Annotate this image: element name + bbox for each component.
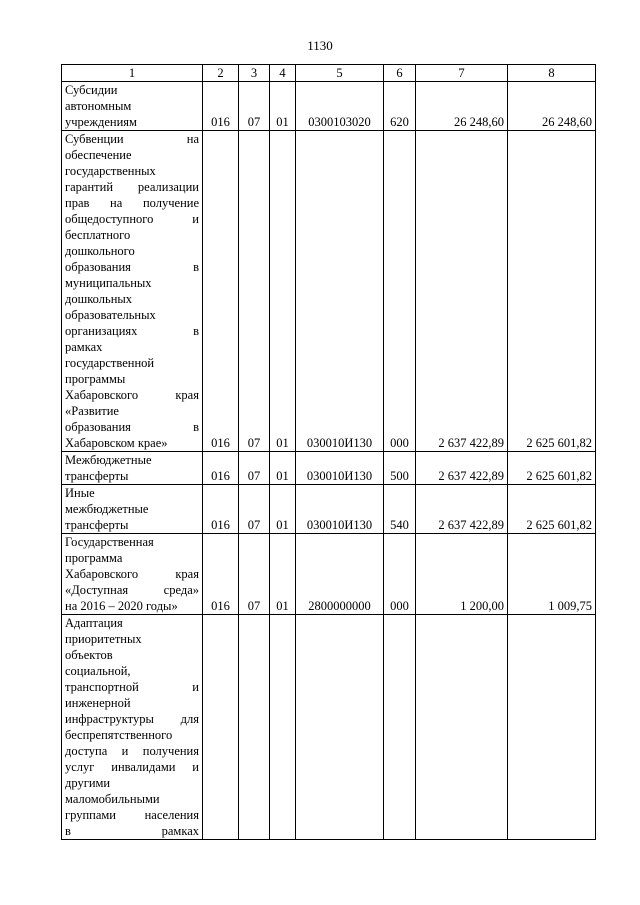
row-name-line: Адаптация bbox=[65, 616, 123, 630]
table-row bbox=[62, 485, 596, 534]
plan-amount-cell: 2 637 422,89 bbox=[416, 485, 508, 534]
expense-type-cell: 000 bbox=[384, 534, 416, 615]
row-name-line: транспортной и bbox=[65, 680, 199, 694]
ministry-code-cell: 016 bbox=[203, 452, 239, 485]
section-code-cell: 07 bbox=[239, 485, 270, 534]
header-cell: 6 bbox=[384, 65, 416, 82]
row-name-line: «Развитие bbox=[65, 404, 119, 418]
target-article-cell: 2800000000 bbox=[296, 534, 384, 615]
table-row bbox=[62, 131, 596, 452]
expense-type-cell: 500 bbox=[384, 452, 416, 485]
row-name-line: услуг инвалидами и bbox=[65, 760, 199, 774]
row-name-line: автономным bbox=[65, 99, 132, 113]
expense-type-cell: 540 bbox=[384, 485, 416, 534]
row-name-line: маломобильными bbox=[65, 792, 160, 806]
subsection-code-cell: 01 bbox=[270, 82, 296, 131]
expense-type-cell bbox=[384, 615, 416, 840]
row-name-line: другими bbox=[65, 776, 111, 790]
row-name-line: бесплатного bbox=[65, 228, 131, 242]
subsection-code-cell: 01 bbox=[270, 452, 296, 485]
row-name-line: обеспечение bbox=[65, 148, 132, 162]
row-name-line: дошкольных bbox=[65, 292, 133, 306]
row-name-line: образования в bbox=[65, 420, 199, 434]
section-code-cell: 07 bbox=[239, 452, 270, 485]
header-cell: 5 bbox=[296, 65, 384, 82]
target-article-cell: 030010И130 bbox=[296, 452, 384, 485]
target-article-cell: 030010И130 bbox=[296, 485, 384, 534]
subsection-code-cell: 01 bbox=[270, 485, 296, 534]
row-name-line: гарантий реализации bbox=[65, 180, 199, 194]
row-name-line: организациях в bbox=[65, 324, 199, 338]
row-name-line: инфраструктуры для bbox=[65, 712, 199, 726]
expense-type-cell: 000 bbox=[384, 131, 416, 452]
actual-amount-cell: 2 625 601,82 bbox=[508, 131, 596, 452]
actual-amount-cell: 26 248,60 bbox=[508, 82, 596, 131]
page-number: 1130 bbox=[307, 38, 333, 53]
plan-amount-cell: 2 637 422,89 bbox=[416, 131, 508, 452]
budget-table bbox=[61, 64, 596, 840]
row-name-line: государственных bbox=[65, 164, 156, 178]
row-name-line: «Доступная среда» bbox=[65, 583, 199, 597]
header-cell: 3 bbox=[239, 65, 270, 82]
table-row bbox=[62, 82, 596, 131]
row-name-line: приоритетных bbox=[65, 632, 142, 646]
header-cell: 7 bbox=[416, 65, 508, 82]
subsection-code-cell: 01 bbox=[270, 131, 296, 452]
plan-amount-cell bbox=[416, 615, 508, 840]
row-name-line: в рамках bbox=[65, 824, 199, 838]
row-name-line: межбюджетные bbox=[65, 502, 149, 516]
row-name-line: Межбюджетные bbox=[65, 453, 152, 467]
row-name-cell bbox=[62, 131, 203, 452]
table-row bbox=[62, 615, 596, 840]
row-name-line: программа bbox=[65, 551, 123, 565]
row-name-line: Иные bbox=[65, 486, 95, 500]
row-name-line: государственной bbox=[65, 356, 155, 370]
ministry-code-cell: 016 bbox=[203, 131, 239, 452]
row-name-cell bbox=[62, 82, 203, 131]
row-name-line: Субвенции на bbox=[65, 132, 199, 146]
section-code-cell: 07 bbox=[239, 82, 270, 131]
row-name-line: рамках bbox=[65, 340, 103, 354]
row-name-cell bbox=[62, 485, 203, 534]
ministry-code-cell: 016 bbox=[203, 534, 239, 615]
row-name-line: прав на получение bbox=[65, 196, 199, 210]
target-article-cell bbox=[296, 615, 384, 840]
row-name-line: группами населения bbox=[65, 808, 199, 822]
row-name-line: трансферты bbox=[65, 469, 129, 483]
row-name-line: социальной, bbox=[65, 664, 131, 678]
row-name-cell bbox=[62, 534, 203, 615]
section-code-cell bbox=[239, 615, 270, 840]
row-name-cell bbox=[62, 615, 203, 840]
row-name-line: беспрепятственного bbox=[65, 728, 173, 742]
target-article-cell: 0300103020 bbox=[296, 82, 384, 131]
row-name-line: Хабаровского края bbox=[65, 567, 199, 581]
header-cell: 4 bbox=[270, 65, 296, 82]
row-name-line: инженерной bbox=[65, 696, 131, 710]
row-name-line: трансферты bbox=[65, 518, 129, 532]
actual-amount-cell bbox=[508, 615, 596, 840]
ministry-code-cell: 016 bbox=[203, 82, 239, 131]
row-name-line: Хабаровском крае» bbox=[65, 436, 168, 450]
row-name-cell bbox=[62, 452, 203, 485]
row-name-line: объектов bbox=[65, 648, 113, 662]
row-name-line: муниципальных bbox=[65, 276, 152, 290]
row-name-line: общедоступного и bbox=[65, 212, 199, 226]
section-code-cell: 07 bbox=[239, 534, 270, 615]
header-cell: 2 bbox=[203, 65, 239, 82]
row-name-line: учреждениям bbox=[65, 115, 137, 129]
subsection-code-cell bbox=[270, 615, 296, 840]
row-name-line: Субсидии bbox=[65, 83, 118, 97]
row-name-line: программы bbox=[65, 372, 126, 386]
row-name-line: дошкольного bbox=[65, 244, 135, 258]
actual-amount-cell: 2 625 601,82 bbox=[508, 485, 596, 534]
row-name-line: Хабаровского края bbox=[65, 388, 199, 402]
table-row bbox=[62, 452, 596, 485]
row-name-line: на 2016 – 2020 годы» bbox=[65, 599, 178, 613]
row-name-line: образовательных bbox=[65, 308, 156, 322]
table-row bbox=[62, 534, 596, 615]
plan-amount-cell: 2 637 422,89 bbox=[416, 452, 508, 485]
row-name-line: доступа и получения bbox=[65, 744, 199, 758]
target-article-cell: 030010И130 bbox=[296, 131, 384, 452]
actual-amount-cell: 1 009,75 bbox=[508, 534, 596, 615]
header-cell: 8 bbox=[508, 65, 596, 82]
plan-amount-cell: 1 200,00 bbox=[416, 534, 508, 615]
row-name-line: Государственная bbox=[65, 535, 154, 549]
plan-amount-cell: 26 248,60 bbox=[416, 82, 508, 131]
section-code-cell: 07 bbox=[239, 131, 270, 452]
row-name-line: образования в bbox=[65, 260, 199, 274]
subsection-code-cell: 01 bbox=[270, 534, 296, 615]
header-cell: 1 bbox=[62, 65, 203, 82]
header-row bbox=[62, 65, 596, 82]
actual-amount-cell: 2 625 601,82 bbox=[508, 452, 596, 485]
ministry-code-cell: 016 bbox=[203, 485, 239, 534]
ministry-code-cell bbox=[203, 615, 239, 840]
expense-type-cell: 620 bbox=[384, 82, 416, 131]
